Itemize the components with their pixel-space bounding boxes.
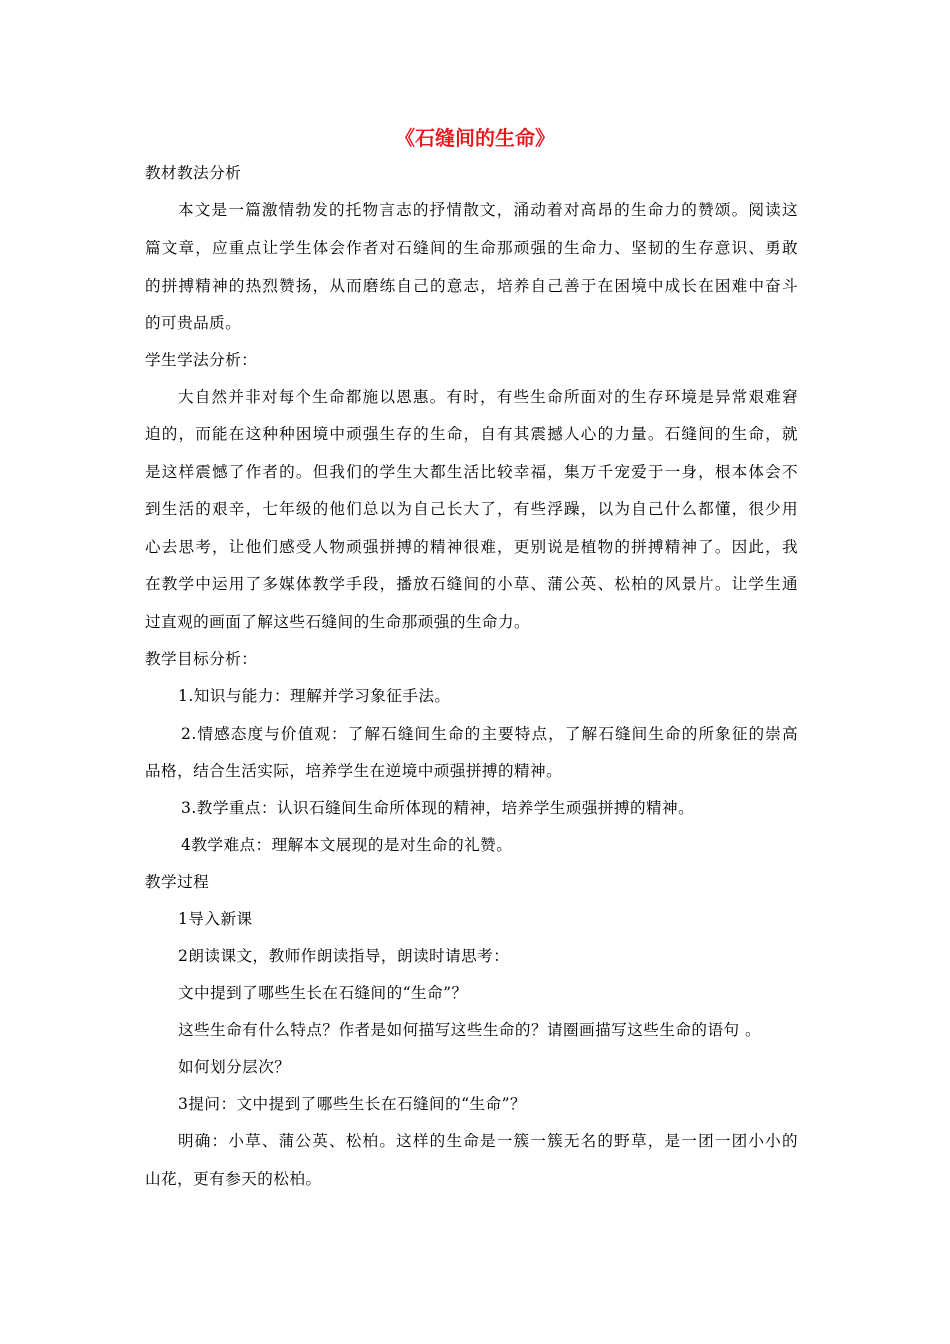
section-heading-textbook-analysis: 教材教法分析 bbox=[145, 164, 242, 182]
section-heading-student-analysis: 学生学法分析： bbox=[145, 351, 258, 369]
paragraph-line: 心去思考，让他们感受人物顽强拼搏的精神很难，更别说是植物的拼搏精神了。因此，我 bbox=[145, 538, 798, 556]
list-item: 4教学难点：理解本文展现的是对生命的礼赞。 bbox=[181, 836, 513, 854]
section-heading-teaching-goals: 教学目标分析： bbox=[145, 650, 258, 668]
process-question: 这些生命有什么特点？作者是如何描写这些生命的？请圈画描写这些生命的语句 。 bbox=[178, 1021, 761, 1039]
process-step: 3提问：文中提到了哪些生长在石缝间的“生命”？ bbox=[178, 1095, 527, 1113]
answer-line: 山花，更有参天的松柏。 bbox=[145, 1170, 322, 1188]
paragraph-line: 大自然并非对每个生命都施以恩惠。有时，有些生命所面对的生存环境是异常艰难窘 bbox=[178, 388, 798, 406]
list-item-continuation: 品格，结合生活实际，培养学生在逆境中顽强拼搏的精神。 bbox=[145, 762, 563, 780]
paragraph-line: 到生活的艰辛，七年级的他们总以为自己长大了，有些浮躁，以为自己什么都懂，很少用 bbox=[145, 500, 798, 518]
process-question: 如何划分层次？ bbox=[178, 1058, 291, 1076]
process-question: 文中提到了哪些生长在石缝间的“生命”？ bbox=[178, 984, 468, 1002]
list-item: 2.情感态度与价值观：了解石缝间生命的主要特点，了解石缝间生命的所象征的崇高 bbox=[181, 725, 798, 743]
paragraph-line: 的可贵品质。 bbox=[145, 314, 242, 332]
paragraph-line: 过直观的画面了解这些石缝间的生命那顽强的生命力。 bbox=[145, 613, 531, 631]
paragraph-line: 是这样震憾了作者的。但我们的学生大都生活比较幸福，集万千宠爱于一身，根本体会不 bbox=[145, 463, 798, 481]
process-step: 1导入新课 bbox=[178, 910, 253, 928]
document-title: 《石缝间的生命》 bbox=[395, 126, 555, 150]
list-item: 3.教学重点：认识石缝间生命所体现的精神，培养学生顽强拼搏的精神。 bbox=[181, 799, 695, 817]
paragraph-line: 的拼搏精神的热烈赞扬，从而磨练自己的意志，培养自己善于在困境中成长在困难中奋斗 bbox=[145, 277, 798, 295]
paragraph-line: 本文是一篇激情勃发的托物言志的抒情散文，涌动着对高昂的生命力的赞颂。阅读这 bbox=[178, 201, 798, 219]
list-item: 1.知识与能力：理解并学习象征手法。 bbox=[178, 687, 451, 705]
process-step: 2朗读课文，教师作朗读指导，朗读时请思考： bbox=[178, 947, 510, 965]
answer-line: 明确：小草、蒲公英、松柏。这样的生命是一簇一簇无名的野草，是一团一团小小的 bbox=[178, 1132, 798, 1150]
section-heading-teaching-process: 教学过程 bbox=[145, 873, 210, 891]
paragraph-line: 在教学中运用了多媒体教学手段，播放石缝间的小草、蒲公英、松柏的风景片。让学生通 bbox=[145, 575, 798, 593]
paragraph-line: 迫的，而能在这种种困境中顽强生存的生命，自有其震撼人心的力量。石缝间的生命，就 bbox=[145, 425, 798, 443]
paragraph-line: 篇文章，应重点让学生体会作者对石缝间的生命那顽强的生命力、坚韧的生存意识、勇敢 bbox=[145, 239, 798, 257]
